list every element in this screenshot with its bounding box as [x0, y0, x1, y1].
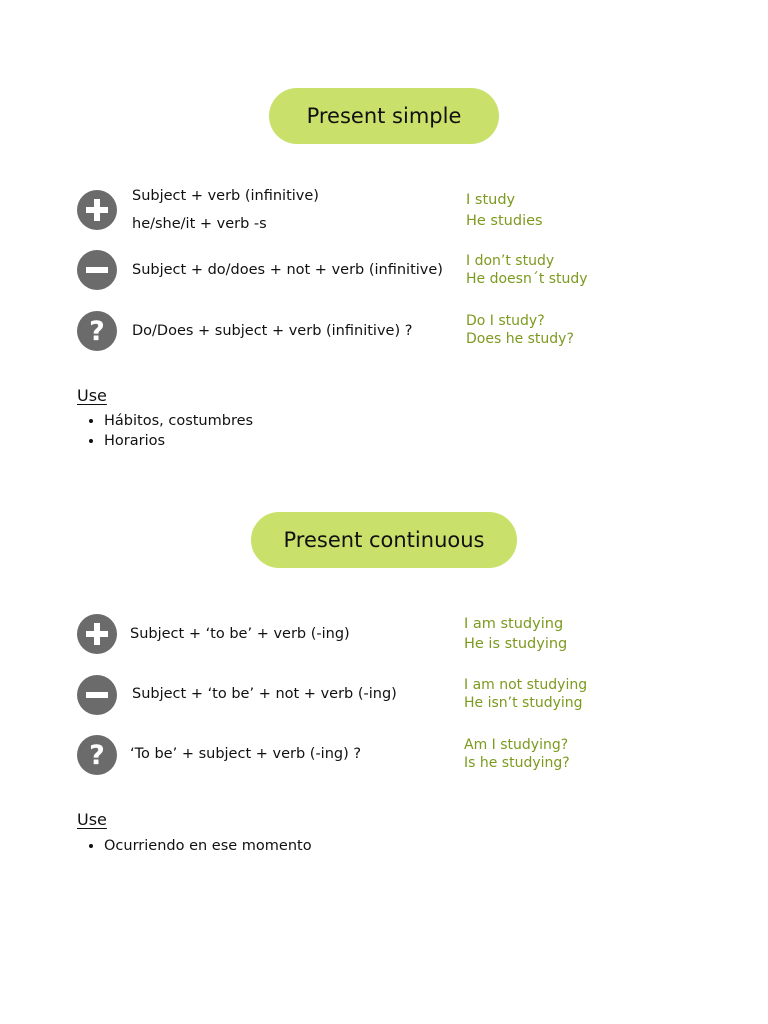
rule-line: Subject + do/does + not + verb (infinitive) [132, 262, 443, 278]
section-title-present-simple [269, 88, 499, 144]
rule-line: Subject + ‘to be’ + verb (-ing) [130, 626, 350, 642]
examples-negative [464, 676, 587, 712]
example-line: I am studying [464, 616, 564, 632]
example-line: Do I study? [466, 313, 545, 329]
list-item: • Ocurriendo en ese momento [104, 836, 312, 856]
plus-icon [77, 614, 117, 654]
rule-question [130, 744, 361, 764]
use-list [77, 836, 312, 856]
svg-text:?: ? [89, 316, 105, 347]
section-title-text: Present continuous [283, 528, 485, 552]
use-label: Use [77, 810, 107, 829]
use-label: Use [77, 386, 107, 405]
examples-question [466, 312, 574, 348]
example-line: Am I studying? [464, 737, 569, 753]
section-title-text: Present simple [306, 104, 462, 128]
rule-line: Do/Does + subject + verb (infinitive) ? [132, 323, 413, 339]
rule-negative [132, 260, 443, 280]
question-icon [77, 735, 117, 775]
minus-icon [77, 675, 117, 715]
example-line: I am not studying [464, 677, 588, 693]
examples-affirmative [466, 190, 543, 232]
svg-text:?: ? [89, 740, 105, 771]
plus-icon [77, 190, 117, 230]
example-line: Does he study? [466, 331, 574, 347]
examples-question [464, 736, 570, 772]
rule-line: ‘To be’ + subject + verb (-ing) ? [130, 746, 362, 762]
question-icon [77, 311, 117, 351]
example-line: I don’t study [466, 253, 555, 269]
rule-affirmative [132, 186, 319, 234]
rule-line: he/she/it + verb -s [132, 216, 267, 232]
list-item: • Horarios [104, 431, 253, 451]
examples-negative [466, 252, 588, 288]
section-title-present-continuous [251, 512, 517, 568]
example-line: He is studying [464, 636, 568, 652]
example-line: He isn’t studying [464, 695, 583, 711]
example-line: I study [466, 192, 516, 208]
rule-affirmative [130, 624, 350, 644]
example-line: He doesn´t study [466, 271, 588, 287]
examples-affirmative [464, 614, 567, 654]
rule-line: Subject + ‘to be’ + not + verb (-ing) [132, 686, 397, 702]
example-line: Is he studying? [464, 755, 570, 771]
use-list [77, 411, 253, 451]
rule-line: Subject + verb (infinitive) [132, 188, 319, 204]
example-line: He studies [466, 213, 543, 229]
minus-icon [77, 250, 117, 290]
list-item: • Hábitos, costumbres [104, 411, 253, 431]
rule-question [132, 321, 412, 341]
rule-negative [132, 684, 397, 704]
